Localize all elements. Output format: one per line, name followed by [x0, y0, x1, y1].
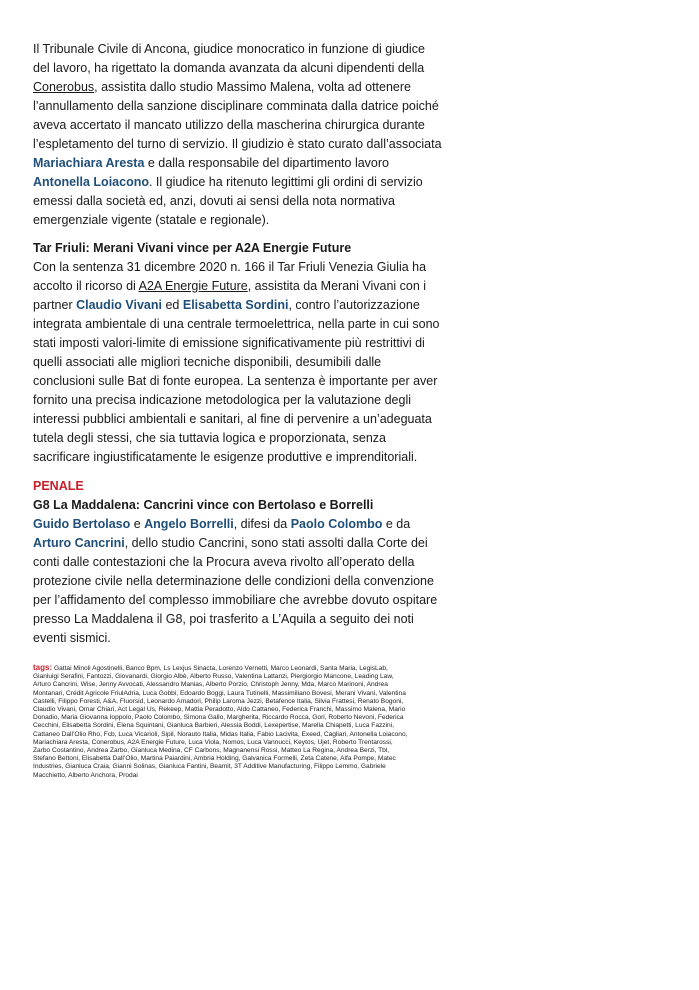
tags-label: tags: — [33, 663, 53, 672]
article-tar-friuli — [33, 239, 443, 467]
text: , assistita dallo studio Massimo Malena, volta ad ottenere l’annullamento della sanzione disciplinare comminata dalla datrice poiché aveva accertato il mancato utilizzo della mascherina chirurgica durante l’espletamento del turno di servizio. Il giudizio è stato curato dall’associata — [33, 80, 442, 151]
article-conerobus — [33, 40, 443, 230]
name-paolo-colombo[interactable]: Paolo Colombo — [290, 517, 383, 531]
text: e — [130, 517, 145, 531]
article-body — [33, 515, 443, 648]
article-body — [33, 40, 443, 230]
text: , assistita da Merani Vivani con i partner — [33, 279, 427, 312]
tags-text[interactable]: Gattai Minoli Agostinelli, Banco Bpm, Ls Lexjus Sinacta, Lorenzo Vernetti, Marco Leonardi, Santa Maria, LegisLab, Gianluigi Serafini, Fantozzi, Giovanardi, Giorgio Albè, Alberto Russo, Valentina Lattanzi, Piergiorgio Mancone, Leading Law, Arturo Cancrini, Wise, Jenny Avvocati, Alessandro Manias, Alberto Porzio, Christoph Jenny, Mda, Marco Marinoni, Andrea Montanari, Crédit Agricole FriulAdria, Luca Gobbi, Edoardo Boggi, Laura Tutinelli, Massimiliano Bovesi, Merani Vivani, Valentina Castelli, Filippo Foresti, A&A, Fluorsid, Leonardo Amadori, Philip Laroma Jezzi, Betafence Italia, Silvia Frattesi, Renato Bogoni, Claudio Vivani, Omar Chiari, Act Legal Us, Rekeep, Mattia Peradotto, Aldo Cattaneo, Federica Franchi, Massimo Malena, Mario Donadio, Maria Giovanna Ioppolo, Paolo Colombo, Simona Gallo, Margherita, Riccardo Rocca, Gori, Roberto Nevoni, Federica Cecchini, Elisabetta Sordini, Elena Squintani, Gianluca Barbieri, Alessia Boddi, Lexepertise, Marella Chiapetti, Luca Fazzini, Cattaneo Dall’Olio Rho, Fcb, Luca Vicarioli, Sipil, Norauto Italia, Midas Italia, Fabio Lacivita, Exeed, Cagliari, Antonella Loiacono, Mariachiara Aresta, Conerobus, A2A Energie Future, Luca Viola, Nomos, Luca Vannucci, Keytos, Ujet, Roberto Trentarossi, Zarbo Costantino, Andrea Zarbo, Gianluca Medina, CF Carbons, Magnanensi Rossi, Matteo La Regina, Andrea Berzi, Tbl, Stefano Bettoni, Elisabetta Dall’Olio, Martina Paiardini, Ambria Holding, Galvanica Formelli, Zeta Catene, Alfa Pompe, Matec Industries, Gianluca Craia, Gianni Solinas, Gianluca Fantini, Beamit, 3T Additive Manufacturing, Filippo Lemmo, Gabriele Macchietto, Alberto Anchora, Prodai — [33, 665, 408, 779]
text: , difesi da — [233, 517, 291, 531]
article-body — [33, 258, 443, 467]
article-heading: Tar Friuli: Merani Vivani vince per A2A Energie Future — [33, 241, 352, 255]
link-conerobus[interactable]: Conerobus — [33, 80, 95, 94]
name-elisabetta-sordini[interactable]: Elisabetta Sordini — [182, 298, 289, 312]
text: Con la sentenza 31 dicembre 2020 n. 166 il Tar Friuli Venezia Giulia ha accolto il ricorso di — [33, 260, 427, 293]
name-mariachiara-aresta[interactable]: Mariachiara Aresta — [33, 156, 145, 170]
tags-list — [33, 664, 408, 780]
name-arturo-cancrini[interactable]: Arturo Cancrini — [33, 536, 125, 550]
text: , dello studio Cancrini, sono stati assolti dalla Corte dei conti dalle contestazioni che la Procura aveva rivolto all’operato della protezione civile nella determinazione delle condizioni della convenzione per l’affidamento del complesso immobiliare che avrebbe dovuto ospitare presso La Maddalena il G8, poi trasferito a L’Aquila a seguito dei noti eventi sismici. — [33, 536, 438, 645]
name-guido-bertolaso[interactable]: Guido Bertolaso — [33, 517, 131, 531]
text: , contro l’autorizzazione integrata ambientale di una centrale termoelettrica, nella parte in cui sono stati imposti valori-limite di emissione significativamente più restrittivi di quelli associati alle migliori tecniche disponibili, desumibili dalle conclusioni sulle Bat di fonte europea. La sentenza è importante per aver fornito una precisa indicazione metodologica per la valutazione degli interessi pubblici ambientali e sanitari, al fine di pervenire a un’adeguata tutela degli stessi, che sia tuttavia logica e proporzionata, senza sacrificare ingiustificatamente le esigenze produttive e imprenditoriali. — [33, 298, 440, 464]
text: . Il giudice ha ritenuto legittimi gli ordini di servizio emessi dalla società ed, anzi, dovuti ai sensi della nota normativa emergenziale vigente (statale e regionale). — [33, 175, 423, 227]
link-a2a-energie-future[interactable]: A2A Energie Future — [138, 279, 248, 293]
name-claudio-vivani[interactable]: Claudio Vivani — [76, 298, 162, 312]
name-antonella-loiacono[interactable]: Antonella Loiacono — [33, 175, 149, 189]
text: Il Tribunale Civile di Ancona, giudice monocratico in funzione di giudice del lavoro, ha rigettato la domanda avanzata da alcuni dipendenti della — [33, 42, 425, 75]
text: e dalla responsabile del dipartimento lavoro — [144, 156, 389, 170]
article-heading: G8 La Maddalena: Cancrini vince con Bertolaso e Borrelli — [33, 498, 374, 512]
text: e da — [382, 517, 411, 531]
name-angelo-borrelli[interactable]: Angelo Borrelli — [144, 517, 234, 531]
section-label: PENALE — [33, 479, 84, 493]
text: ed — [162, 298, 183, 312]
article-g8-la-maddalena — [33, 477, 443, 648]
